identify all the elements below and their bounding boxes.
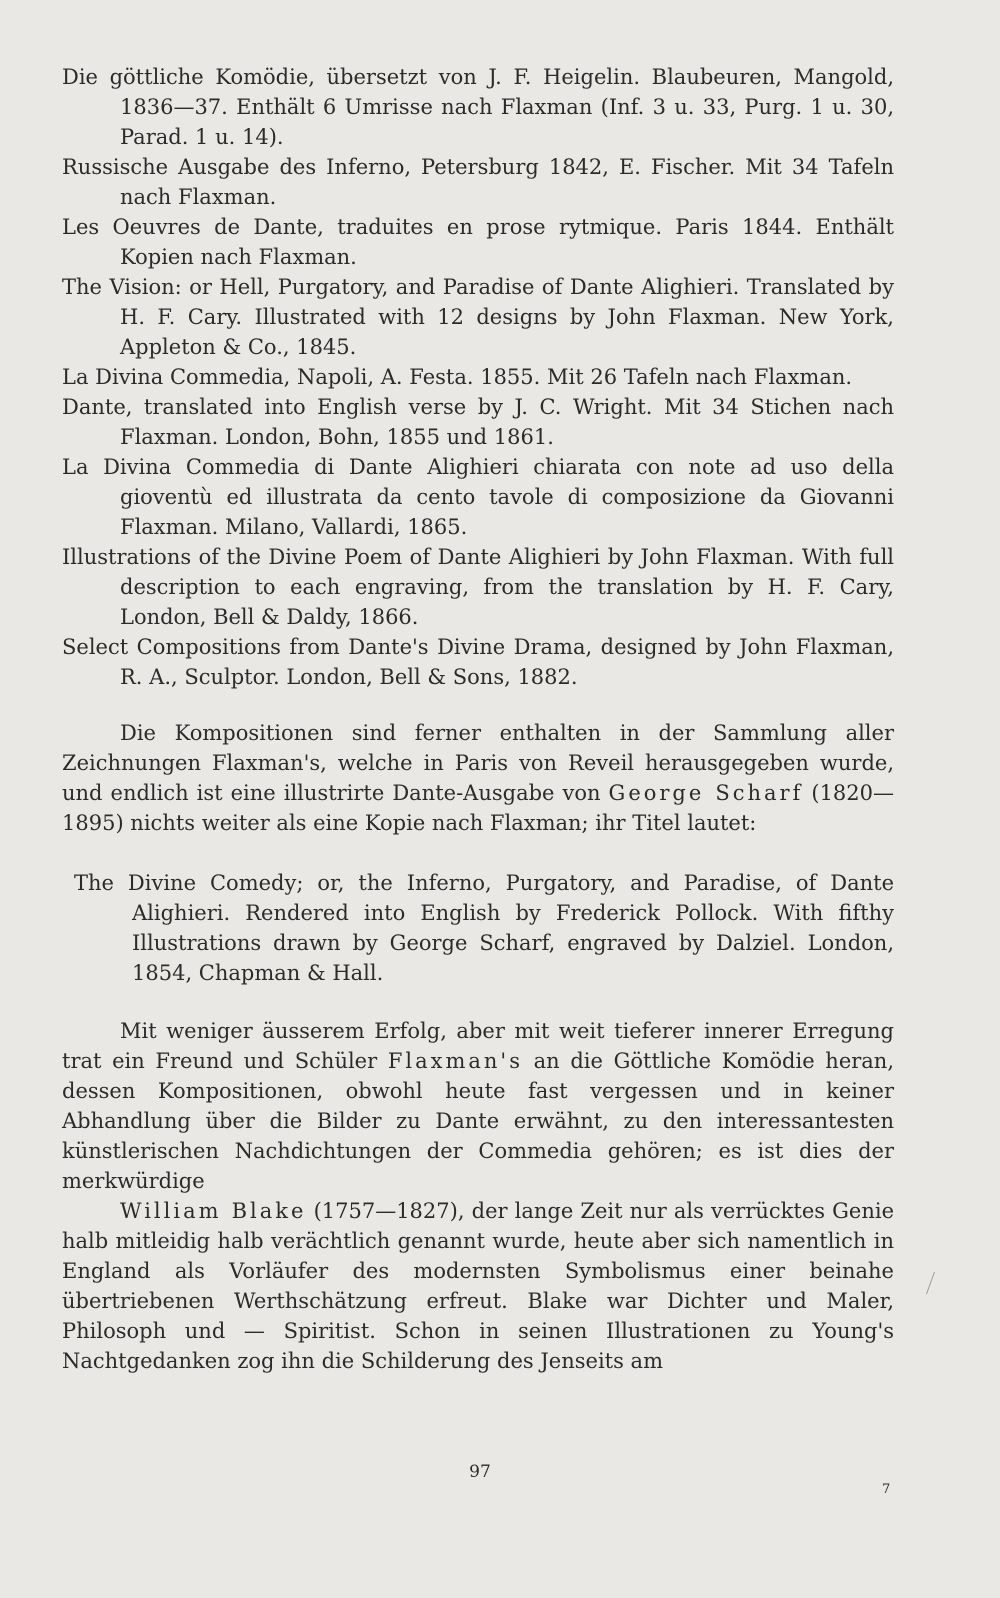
bibliography-entry: Russische Ausgabe des Inferno, Petersburg 1842, E. Fischer. Mit 34 Tafeln nach Flaxman.: [62, 155, 894, 209]
page-number: 97: [469, 1462, 491, 1482]
margin-pencil-mark: [926, 1272, 947, 1294]
bibliography-entry: La Divina Commedia, Napoli, A. Festa. 1855. Mit 26 Tafeln nach Flaxman.: [62, 365, 853, 389]
paragraph-blake-intro: [62, 1016, 894, 1196]
paragraph-william-blake: [62, 1196, 894, 1376]
paragraph-text: Die Kompositionen sind ferner enthalten in der Sammlung aller Zeichnungen Flaxman's, welche in Paris von Reveil herausgegeben wurde, und endlich ist eine illustrirte Dante-Ausgabe von: [62, 721, 894, 805]
bibliography-entry: Select Compositions from Dante's Divine Drama, designed by John Flaxman, R. A., Sculptor. London, Bell & Sons, 1882.: [62, 635, 894, 689]
title-citation: The Divine Comedy; or, the Inferno, Purgatory, and Paradise, of Dante Alighieri. Rendered into English by Frederick Pollock. With fifthy Illustrations drawn by George Scharf, engraved by Dalziel. London, 1854, Chapman & Hall.: [74, 871, 894, 985]
paragraph-text: (1757—1827), der lange Zeit nur als verrücktes Genie halb mitleidig halb verächtlich genannt wurde, heute aber sich namentlich in England als Vorläufer des modernsten Symbolismus einer beinahe übertriebenen Werthschätzung erfreut. Blake war Dichter und Maler, Philosoph und — Spiritist. Schon in seinen Illustrationen zu Young's Nachtgedanken zog ihn die Schilderung des Jenseits am: [62, 1199, 895, 1373]
bibliography-list: [62, 62, 894, 692]
bibliography-entry: The Vision: or Hell, Purgatory, and Paradise of Dante Alighieri. Translated by H. F. Cary. Illustrated with 12 designs by John Flaxman. New York, Appleton & Co., 1845.: [62, 275, 894, 359]
signature-mark: 7: [882, 1482, 891, 1497]
bibliography-entry: La Divina Commedia di Dante Alighieri chiarata con note ad uso della gioventù ed illustrata da cento tavole di composizione da Giovanni Flaxman. Milano, Vallardi, 1865.: [62, 455, 894, 539]
person-name: George Scharf: [608, 781, 804, 805]
bibliography-entry: Die göttliche Komödie, übersetzt von J. F. Heigelin. Blaubeuren, Mangold, 1836—37. Enthält 6 Umrisse nach Flaxman (Inf. 3 u. 33, Purg. 1 u. 30, Parad. 1 u. 14).: [62, 65, 894, 149]
bibliography-entry: Illustrations of the Divine Poem of Dante Alighieri by John Flaxman. With full description to each engraving, from the translation by H. F. Cary, London, Bell & Daldy, 1866.: [62, 545, 894, 629]
person-name: William Blake: [120, 1199, 307, 1223]
paragraph-compositions: [62, 718, 894, 838]
bibliography-entry: Les Oeuvres de Dante, traduites en prose rytmique. Paris 1844. Enthält Kopien nach Flaxman.: [62, 215, 894, 269]
person-name: Flaxman's: [387, 1049, 523, 1073]
bibliography-entry: Dante, translated into English verse by J. C. Wright. Mit 34 Stichen nach Flaxman. London, Bohn, 1855 und 1861.: [62, 395, 894, 449]
paragraph-text: an die Göttliche Komödie heran, dessen Kompositionen, obwohl heute fast vergessen und in keiner Abhandlung über die Bilder zu Dante erwähnt, zu den interessantesten künstlerischen Nachdichtungen der Commedia gehören; es ist dies der merkwürdige: [62, 1049, 895, 1193]
paragraph-text: (1820—1895) nichts weiter als eine Kopie nach Flaxman; ihr Titel lautet:: [62, 781, 895, 835]
paragraph-text: Mit weniger äusserem Erfolg, aber mit weit tieferer innerer Erregung trat ein Freund und Schüler: [62, 1019, 894, 1073]
page-body: [62, 62, 894, 1376]
